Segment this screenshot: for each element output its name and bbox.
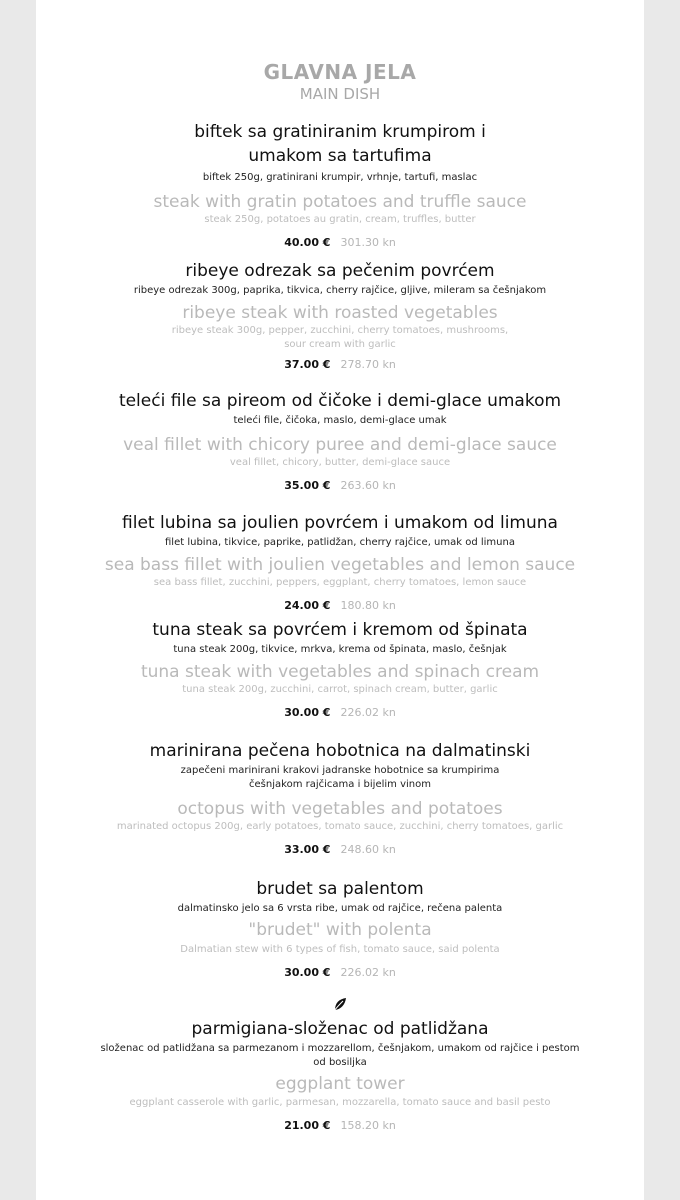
- menu-page: [36, 0, 644, 1200]
- price-eur: 30.00 €: [284, 966, 331, 979]
- price-eur: 40.00 €: [284, 236, 331, 249]
- dish-name-en: sea bass fillet with joulien vegetables and lemon sauce: [104, 555, 576, 575]
- dish-desc-en: tuna steak 200g, zucchini, carrot, spinach cream, butter, garlic: [182, 684, 498, 695]
- dish-item: [36, 120, 644, 250]
- price-eur: 35.00 €: [284, 479, 331, 492]
- dish-desc-hr: tuna steak 200g, tikvice, mrkva, krema od špinata, maslo, češnjak: [173, 644, 507, 655]
- dish-desc-hr: biftek 250g, gratinirani krumpir, vrhnje, tartufi, maslac: [202, 172, 478, 183]
- dish-item: [36, 512, 644, 613]
- dish-desc-hr: zapečeni marinirani krakovi jadranske hobotnice sa krumpirima češnjakom rajčicama i bijelim vinom: [180, 765, 500, 790]
- price-kn: 180.80 kn: [340, 599, 396, 612]
- price-kn: 263.60 kn: [340, 479, 396, 492]
- dish-item: [36, 390, 644, 493]
- dish-desc-en: veal fillet, chicory, butter, demi-glace sauce: [229, 457, 451, 468]
- dish-name-en: steak with gratin potatoes and truffle sauce: [153, 192, 527, 212]
- dish-name-en: octopus with vegetables and potatoes: [177, 799, 503, 819]
- price-kn: 278.70 kn: [340, 358, 396, 371]
- dish-desc-hr: dalmatinsko jelo sa 6 vrsta ribe, umak od rajčice, rečena palenta: [177, 903, 503, 914]
- dish-price: [36, 843, 644, 857]
- dish-price: [36, 599, 644, 613]
- price-eur: 21.00 €: [284, 1119, 331, 1132]
- price-eur: 37.00 €: [284, 358, 331, 371]
- dish-name-hr: brudet sa palentom: [256, 879, 424, 899]
- dish-price: [36, 479, 644, 493]
- dish-desc-en: steak 250g, potatoes au gratin, cream, truffles, butter: [204, 214, 476, 225]
- dish-desc-en: Dalmatian stew with 6 types of fish, tomato sauce, said polenta: [180, 944, 500, 955]
- price-kn: 248.60 kn: [340, 843, 396, 856]
- dish-desc-en: sea bass fillet, zucchini, peppers, eggplant, cherry tomatoes, lemon sauce: [153, 577, 527, 588]
- dish-item: [36, 260, 644, 372]
- price-kn: 158.20 kn: [340, 1119, 396, 1132]
- dish-price: [36, 966, 644, 980]
- dish-price: [36, 706, 644, 720]
- dish-name-en: veal fillet with chicory puree and demi-glace sauce: [123, 435, 557, 455]
- dish-item: [36, 740, 644, 857]
- dish-name-hr: teleći file sa pireom od čičoke i demi-glace umakom: [118, 391, 562, 411]
- dish-name-hr: marinirana pečena hobotnica na dalmatinski: [149, 741, 531, 761]
- dish-item: [36, 1018, 644, 1133]
- price-eur: 30.00 €: [284, 706, 331, 719]
- dish-name-hr: ribeye odrezak sa pečenim povrćem: [185, 261, 495, 281]
- dish-price: [36, 358, 644, 372]
- dish-name-hr: biftek sa gratiniranim krumpirom i umakom sa tartufima: [194, 122, 486, 166]
- leaf-icon: [332, 996, 348, 1012]
- dish-desc-en: eggplant casserole with garlic, parmesan, mozzarella, tomato sauce and basil pesto: [129, 1097, 551, 1108]
- dish-desc-hr: teleći file, čičoka, maslo, demi-glace umak: [233, 415, 447, 426]
- dish-desc-hr: složenac od patlidžana sa parmezanom i mozzarellom, češnjakom, umakom od rajčice i pestom od bosiljka: [100, 1043, 580, 1068]
- price-eur: 24.00 €: [284, 599, 331, 612]
- dish-name-en: "brudet" with polenta: [248, 920, 432, 940]
- dish-price: [156, 236, 524, 250]
- dish-name-hr: parmigiana-složenac od patlidžana: [191, 1019, 489, 1039]
- dish-name-en: tuna steak with vegetables and spinach cream: [140, 662, 540, 682]
- dish-name-hr: tuna steak sa povrćem i kremom od špinata: [152, 620, 528, 640]
- dish-desc-hr: filet lubina, tikvice, paprike, patlidžan, cherry rajčice, umak od limuna: [165, 537, 515, 548]
- dish-item: [36, 878, 644, 980]
- dish-name-en: eggplant tower: [275, 1074, 405, 1094]
- dish-name-hr: filet lubina sa joulien povrćem i umakom od limuna: [122, 513, 558, 533]
- dish-desc-hr: ribeye odrezak 300g, paprika, tikvica, cherry rajčice, gljive, mileram sa češnjakom: [133, 285, 547, 296]
- dish-price: [36, 1119, 644, 1133]
- price-kn: 226.02 kn: [340, 706, 396, 719]
- price-kn: 301.30 kn: [340, 236, 396, 249]
- section-subtitle: MAIN DISH: [299, 85, 381, 103]
- dish-name-en: ribeye steak with roasted vegetables: [182, 303, 498, 323]
- section-title: GLAVNA JELA: [263, 60, 417, 84]
- menu-header: [36, 60, 644, 104]
- dish-item: [36, 619, 644, 720]
- price-eur: 33.00 €: [284, 843, 331, 856]
- dish-desc-en: ribeye steak 300g, pepper, zucchini, cherry tomatoes, mushrooms, sour cream with garlic: [171, 325, 509, 350]
- price-kn: 226.02 kn: [340, 966, 396, 979]
- dish-desc-en: marinated octopus 200g, early potatoes, tomato sauce, zucchini, cherry tomatoes, garlic: [116, 821, 564, 832]
